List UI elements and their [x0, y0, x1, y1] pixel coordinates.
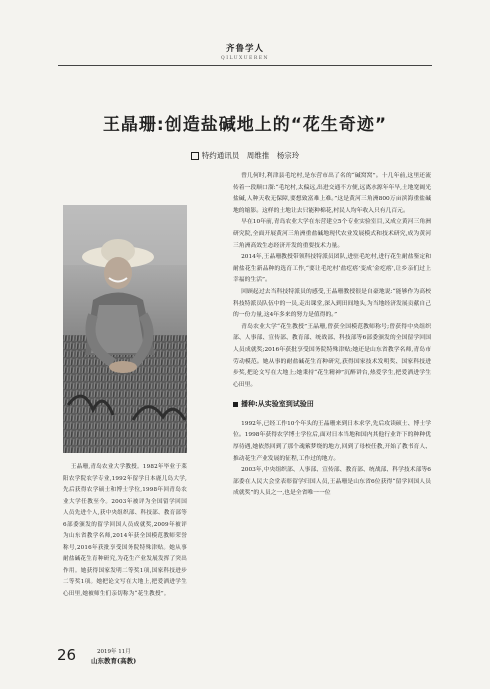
article-body [233, 171, 431, 500]
body-paragraph: 1992年,已经工作10个年头的王晶珊来到日本求学,先后攻读硕士、博士学位。1998年获得农学博士学位后,面对日本当地和国内其他行业许下的种种优厚待遇,她依然回到了那个魂萦梦绕的地方,回到了母校任教,开始了教书育人、推动花生产业发展的征程,工作过的地方。 [233, 420, 431, 462]
header-rule [58, 65, 432, 66]
section-subhead [233, 399, 431, 411]
body-paragraph: 青岛农业大学“花生教授”王晶珊,曾获全国模范教师称号;曾获得中央组织部、人事部、宣传部、教育部、统战部、科技部等6部委颁发的全国留学回国人员成就奖;2016年获批享受国务院特殊津贴;她还是山东省教学名师,青岛市劳动模范。她从事的耐盐碱花生育种研究,获得国家技术发明奖、国家科技进步奖,把论文写在大地上;她秉持“花生精神”沉醉讲台,热爱学生,把爱洒进学生心田里。 [233, 323, 431, 388]
portrait-photo-image [63, 205, 187, 453]
body-paragraph: 2003年,中央组织部、人事部、宣传部、教育部、统战部、科学技术部等6部委在人民大会堂表彰留学归国人员,王晶珊是山东省6位获得“留学回国人员成就奖”的人员之一,也是全省唯一一位 [233, 467, 431, 497]
reporter-label: 特约通讯员 [201, 151, 240, 160]
subhead-text: 播种:从实验室到试验田 [241, 400, 314, 409]
page-number: 26 [57, 646, 77, 664]
column-pinyin: QILUXUEREN [221, 56, 269, 61]
square-bullet-icon [233, 402, 238, 407]
column-header [0, 42, 490, 61]
magazine-name: 山东教育(高教) [91, 657, 137, 665]
body-paragraph: 回顾起过去当科技特派员的感受,王晶珊教授很是自豪地说:“能够作为高校科技特派员队伍中的一员,走出课堂,深入到田间地头,为当地经济发展贡献自己的一份力量,这4年多来的努力是值得的。” [233, 288, 431, 319]
caption-text: 王晶珊,青岛农业大学教授。1982年毕业于莱阳农学院农学专业,1992年留学日本鹿儿岛大学,先后获得农学硕士和博士学位,1998年回青岛农业大学任教至今。2003年被评为全国留学回国人员先进个人,获中央组织部、科技部、教育部等6部委颁发的留学回国人员成就奖,2009年被评为山东省教学名师,2014年获全国模范教师荣誉称号,2016年获批享受国务院特殊津贴。她从事耐盐碱花生育种研究,为花生产业发展发挥了突出作用。她获得国家发明二等奖1项,国家科技进步二等奖1项。她把论文写在大地上,把爱洒进学生心田里,她被师生们亲切称为“花生教授”。 [63, 464, 187, 597]
authors: 周维推 杨宗玲 [246, 151, 300, 160]
body-paragraph: 早在10年前,青岛农业大学在东营建立5个专业实验室目,又成立黄河三角洲研究院,全面开展黄河三角洲重盐碱地现代农业发展模式和技术研究,成为黄河三角洲高效生态经济开发的重要技术力量。 [233, 219, 431, 249]
body-paragraph: 曾几何时,利津县毛坨村,是东营市出了名的“碱窝窝”。十几年前,这里还流传着一段顺口溜:“毛坨村,太偏远,出进交通不方便,远离水源年年旱,土地宽阔光盐碱,人种天收无保障,要想致富难上难。”这是黄河三角洲800万亩滨海重盐碱地的缩影。这样的土地让去只能种棉花,村民人均年收入只有几百元。 [233, 173, 431, 214]
issue-date: 2019年 11月 [97, 649, 131, 655]
body-paragraph: 2014年,王晶珊教授带领科技特派员团队,进驻毛坨村,进行花生耐盐鉴定和耐盐花生新品种的选育工作,“要让毛坨村‘盐疙瘩’变成‘金疙瘩’,让乡亲们过上幸福的生活”。 [233, 254, 431, 284]
byline [0, 150, 490, 161]
square-bullet-icon [191, 152, 199, 160]
column-name: 齐鲁学人 [225, 44, 264, 54]
portrait-photo [63, 205, 187, 453]
article-title: 王晶珊:创造盐碱地上的“花生奇迹” [102, 115, 388, 135]
photo-caption [63, 462, 187, 600]
